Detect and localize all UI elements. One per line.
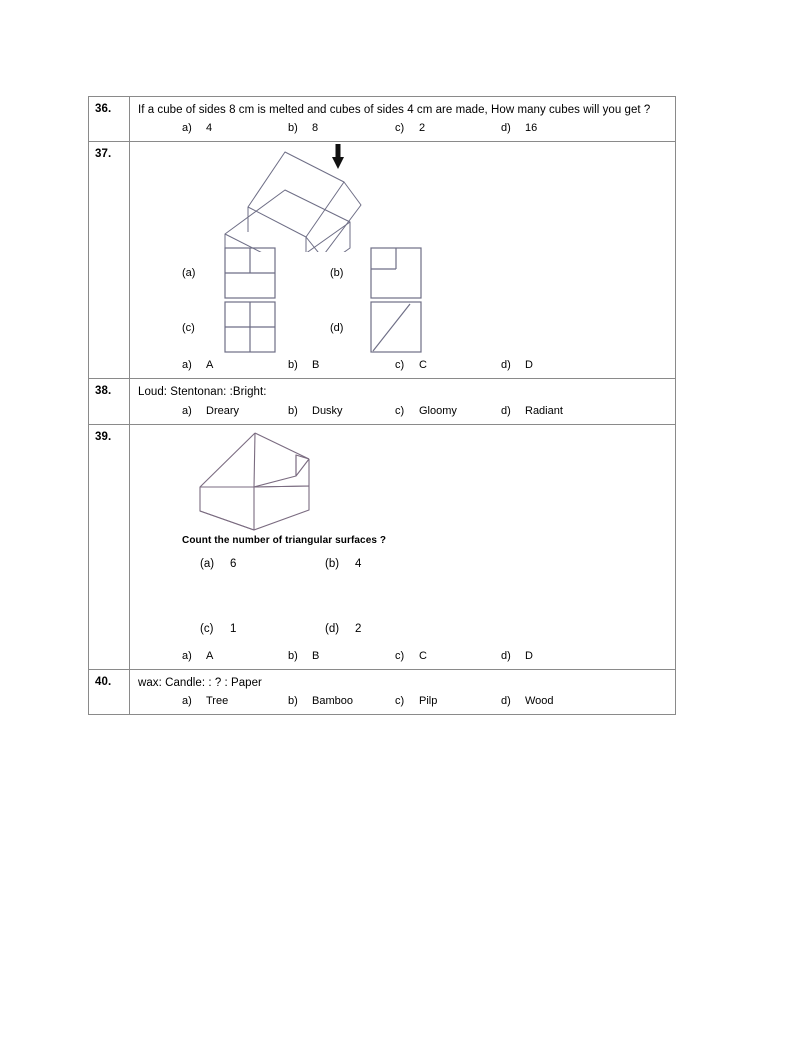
option-c-label: c) <box>395 359 405 372</box>
question-number-cell <box>89 97 130 142</box>
option-b-label: b) <box>288 359 298 372</box>
option-c-value: C <box>419 649 427 662</box>
option-c[interactable] <box>395 122 425 134</box>
inner-choice-b-value: 4 <box>355 557 362 570</box>
option-d-label: d) <box>501 122 511 135</box>
shape-option-c-figure[interactable] <box>224 301 276 353</box>
options-row <box>130 647 675 669</box>
inner-choice-a[interactable] <box>200 558 236 570</box>
option-d-value: Wood <box>525 695 554 708</box>
option-b-value: B <box>312 359 320 372</box>
option-c-value: 2 <box>419 122 426 135</box>
inner-choice-b-label: (b) <box>325 557 340 570</box>
count-prompt: Count the number of triangular surfaces ? <box>182 534 387 546</box>
option-a[interactable] <box>182 650 213 662</box>
option-a[interactable] <box>182 122 212 134</box>
question-body-cell <box>130 424 676 669</box>
option-a[interactable] <box>182 359 213 371</box>
open-carton-diagram <box>130 142 676 252</box>
question-text: wax: Candle: : ? : Paper <box>138 676 262 689</box>
option-a[interactable] <box>182 695 228 707</box>
inner-choice-c[interactable] <box>200 623 236 635</box>
option-a-value: Tree <box>206 695 229 708</box>
options-row <box>130 119 675 141</box>
option-c-value: C <box>419 359 427 372</box>
shape-option-a-figure[interactable] <box>224 247 276 299</box>
options-row <box>130 356 675 378</box>
option-d[interactable] <box>501 359 533 371</box>
option-d[interactable] <box>501 695 554 707</box>
option-c[interactable] <box>395 405 457 417</box>
option-b-label: b) <box>288 649 298 662</box>
option-b[interactable] <box>288 122 318 134</box>
option-d[interactable] <box>501 405 563 417</box>
option-b[interactable] <box>288 695 353 707</box>
question-body-cell <box>130 97 676 142</box>
option-c[interactable] <box>395 695 437 707</box>
question-number-cell <box>89 142 130 379</box>
option-a[interactable] <box>182 405 239 417</box>
option-b[interactable] <box>288 650 319 662</box>
option-b-value: Dusky <box>312 404 343 417</box>
option-a-value: A <box>206 649 214 662</box>
table-row <box>89 669 676 714</box>
table-row <box>89 379 676 424</box>
shape-option-b-figure[interactable] <box>370 247 422 299</box>
option-b-value: 8 <box>312 122 319 135</box>
down-arrow-icon <box>328 144 348 170</box>
question-body-cell <box>130 379 676 424</box>
question-body-cell <box>130 142 676 379</box>
option-d-label: d) <box>501 649 511 662</box>
options-row <box>130 402 675 424</box>
option-d-value: Radiant <box>525 404 563 417</box>
question-number-cell <box>89 669 130 714</box>
table-row <box>89 97 676 142</box>
table-row <box>89 142 676 379</box>
table-row <box>89 424 676 669</box>
house-prism-diagram <box>192 429 342 534</box>
option-c-label: c) <box>395 404 405 417</box>
inner-choice-a-value: 6 <box>230 557 237 570</box>
option-c-label: c) <box>395 695 405 708</box>
option-b-label: b) <box>288 404 298 417</box>
option-a-value: A <box>206 359 214 372</box>
option-b-label: b) <box>288 695 298 708</box>
option-d-label: d) <box>501 695 511 708</box>
option-b-value: B <box>312 649 320 662</box>
shape-option-c-label: (c) <box>182 322 195 335</box>
option-c[interactable] <box>395 650 427 662</box>
inner-choice-d[interactable] <box>325 623 361 635</box>
shape-option-b-label: (b) <box>330 267 344 280</box>
question-number-cell <box>89 424 130 669</box>
option-b-value: Bamboo <box>312 695 353 708</box>
option-c-value: Pilp <box>419 695 438 708</box>
option-b[interactable] <box>288 359 319 371</box>
question-number-cell <box>89 379 130 424</box>
option-b[interactable] <box>288 405 343 417</box>
option-c-value: Gloomy <box>419 404 457 417</box>
question-table <box>88 96 676 715</box>
inner-choice-c-label: (c) <box>200 622 214 635</box>
option-b-label: b) <box>288 122 298 135</box>
option-d[interactable] <box>501 122 537 134</box>
option-a-value: 4 <box>206 122 213 135</box>
option-a-label: a) <box>182 359 192 372</box>
inner-choice-d-label: (d) <box>325 622 340 635</box>
question-number: 36. <box>95 103 112 115</box>
figure-area-q39 <box>130 425 675 647</box>
option-d-value: D <box>525 649 533 662</box>
question-text: If a cube of sides 8 cm is melted and cubes of sides 4 cm are made, How many cubes will you get ? <box>138 104 651 116</box>
question-number: 40. <box>95 675 112 688</box>
inner-choice-b[interactable] <box>325 558 361 570</box>
figure-area-q37 <box>130 142 675 356</box>
options-row <box>130 692 675 714</box>
option-a-value: Dreary <box>206 404 240 417</box>
question-text: Loud: Stentonan: :Bright: <box>138 386 267 399</box>
inner-choice-a-label: (a) <box>200 557 215 570</box>
option-a-label: a) <box>182 695 192 708</box>
question-body-cell <box>130 669 676 714</box>
option-a-label: a) <box>182 404 192 417</box>
shape-option-a-label: (a) <box>182 267 196 280</box>
shape-option-d-label: (d) <box>330 322 344 335</box>
option-c-label: c) <box>395 122 405 135</box>
option-d-label: d) <box>501 359 511 372</box>
inner-choice-d-value: 2 <box>355 622 362 635</box>
inner-choice-c-value: 1 <box>230 622 237 635</box>
option-a-label: a) <box>182 649 192 662</box>
question-number: 37. <box>95 148 112 161</box>
question-number: 39. <box>95 430 112 443</box>
option-a-label: a) <box>182 122 192 135</box>
shape-option-d-figure[interactable] <box>370 301 422 353</box>
option-d-label: d) <box>501 404 511 417</box>
option-c-label: c) <box>395 649 405 662</box>
option-d-value: D <box>525 359 533 372</box>
option-d[interactable] <box>501 650 533 662</box>
option-c[interactable] <box>395 359 427 371</box>
question-number: 38. <box>95 385 112 398</box>
option-d-value: 16 <box>525 122 538 135</box>
